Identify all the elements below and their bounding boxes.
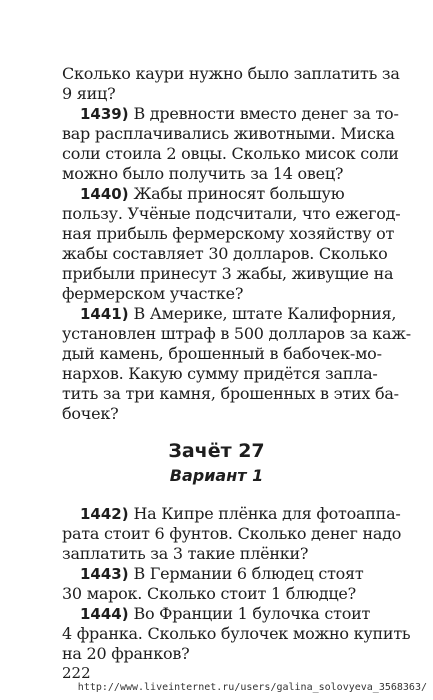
text-line: 30 марок. Сколько стоит 1 блюдце? [62, 584, 356, 603]
text-line: дый камень, брошенный в бабочек-мо- [62, 344, 382, 363]
problem-number: 1439) [80, 105, 129, 123]
text-line: ная прибыль фермерскому хозяйству от [62, 224, 395, 243]
source-url-watermark: http://www.liveinternet.ru/users/galina_solovyeva_3568363/ [77, 682, 427, 693]
text-line: вар расплачивались животными. Миска [62, 124, 395, 143]
text-line: 9 яиц? [62, 84, 116, 103]
problem-number: 1442) [80, 505, 129, 523]
section-title: Зачёт 27 [168, 440, 265, 462]
text-line: нархов. Какую сумму придётся запла- [62, 364, 378, 383]
problem-1443: 1443) В Германии 6 блюдец стоят [80, 564, 364, 583]
text-line: пользу. Учёные подсчитали, что ежегод- [62, 204, 401, 223]
text-line: 4 франка. Сколько булочек можно купить [62, 624, 411, 643]
text-line: бочек? [62, 404, 119, 423]
problem-1440: 1440) Жабы приносят большую [80, 184, 345, 203]
text-line: прибыли принесут 3 жабы, живущие на [62, 264, 394, 283]
text-line: на 20 франков? [62, 644, 190, 663]
problem-number: 1443) [80, 565, 129, 583]
text-line: тить за три камня, брошенных в этих ба- [62, 384, 399, 403]
text-line: установлен штраф в 500 долларов за каж- [62, 324, 411, 343]
text-line: соли стоила 2 овцы. Сколько мисок соли [62, 144, 399, 163]
text-line: заплатить за 3 такие плёнки? [62, 544, 309, 563]
text-line: можно было получить за 14 овец? [62, 164, 344, 183]
problem-1439: 1439) В древности вместо денег за то- [80, 104, 399, 123]
page-number: 222 [62, 664, 91, 682]
text-line: фермерском участке? [62, 284, 244, 303]
text-line: жабы составляет 30 долларов. Сколько [62, 244, 388, 263]
problem-1444: 1444) Во Франции 1 булочка стоит [80, 604, 371, 623]
problem-1441: 1441) В Америке, штате Калифорния, [80, 304, 397, 323]
problem-number: 1440) [80, 185, 129, 203]
problem-number: 1444) [80, 605, 129, 623]
problem-1442: 1442) На Кипре плёнка для фотоаппа- [80, 504, 401, 523]
problem-number: 1441) [80, 305, 129, 323]
text-line: рата стоит 6 фунтов. Сколько денег надо [62, 524, 402, 543]
text-line: Сколько каури нужно было заплатить за [62, 64, 400, 83]
variant-title: Вариант 1 [169, 466, 264, 485]
